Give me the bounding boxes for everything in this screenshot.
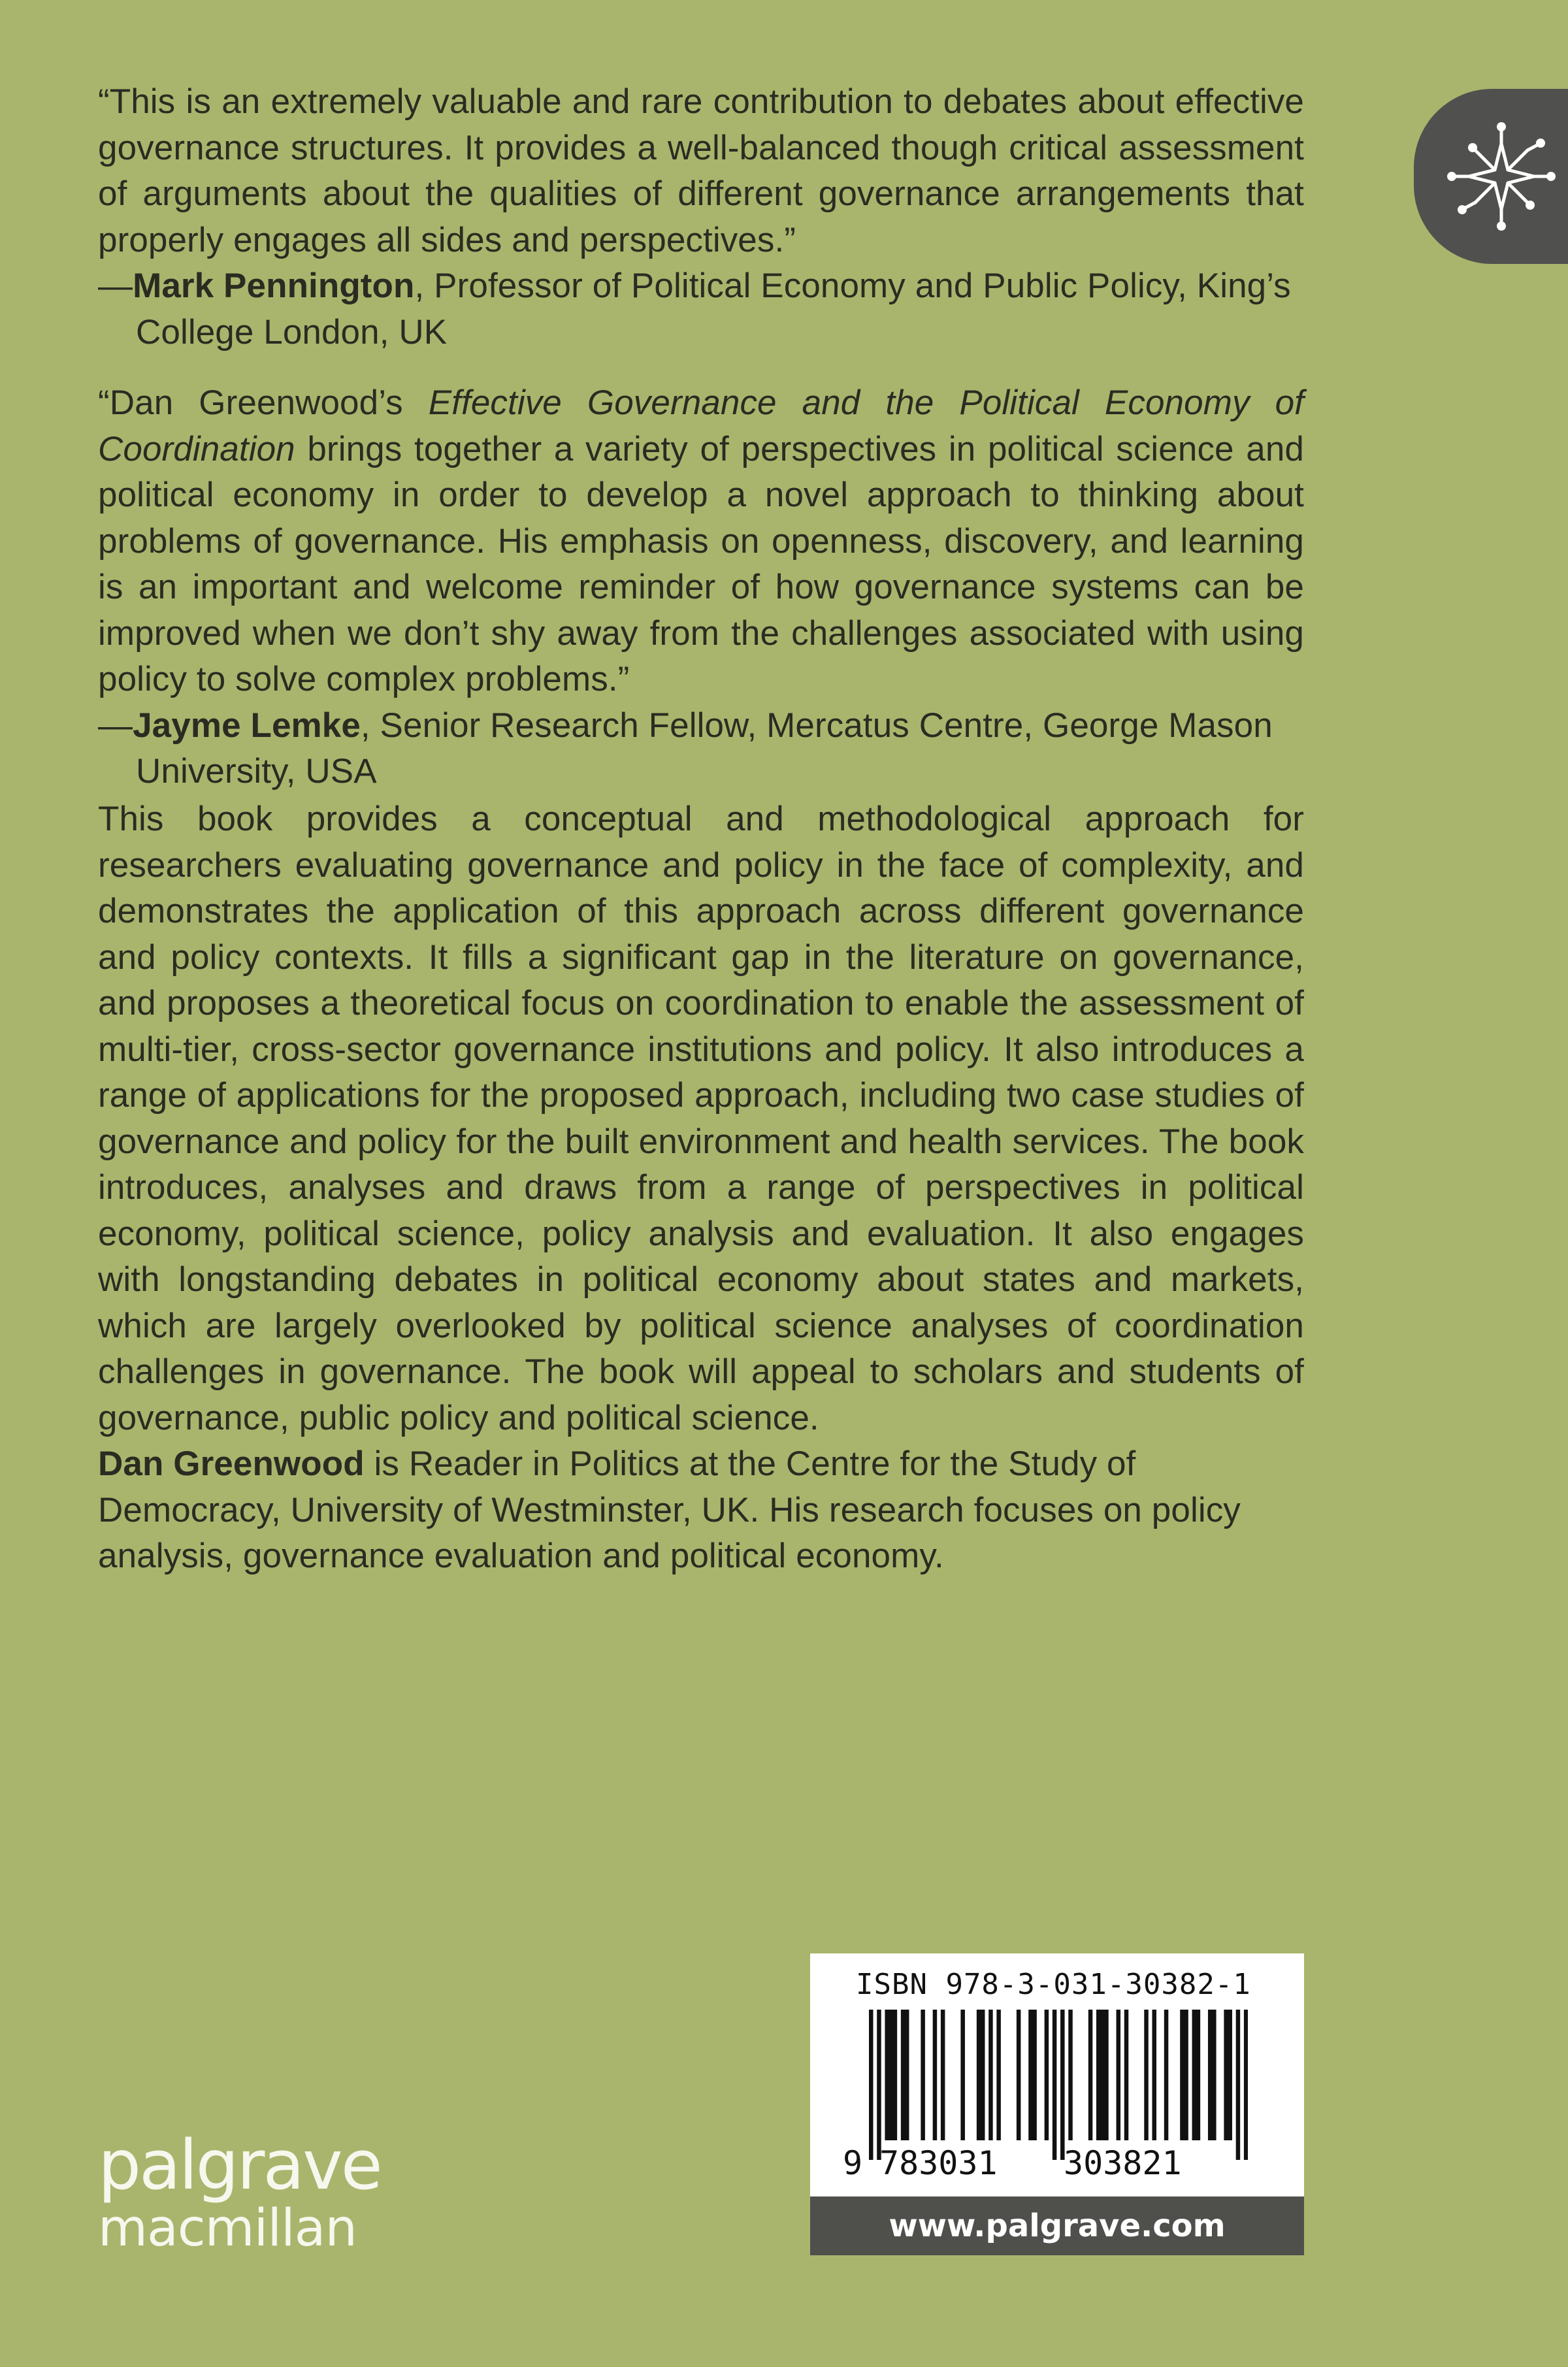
- quote-2-book-title: Effective Governance and the Political Economy of Coordination: [98, 384, 1304, 468]
- barcode-bar: [869, 2010, 874, 2160]
- quote-2-attribution: [98, 703, 1304, 795]
- publisher-logo-palgrave: palgrave: [98, 2125, 381, 2205]
- barcode-bar: [977, 2010, 981, 2140]
- quote-1-attribution: [98, 263, 1304, 355]
- barcode-bar: [1032, 2010, 1037, 2140]
- barcode-digit-first: 9: [843, 2144, 863, 2182]
- barcode-bar: [1192, 2010, 1197, 2140]
- publisher-logo: [98, 2125, 381, 2258]
- barcode-bar: [1068, 2010, 1073, 2140]
- barcode-bar: [921, 2010, 925, 2140]
- endorsement-quote-1: [98, 79, 1304, 355]
- barcode-bars: [869, 2010, 1248, 2160]
- barcode-bar: [981, 2010, 985, 2140]
- barcode-bar: [1208, 2010, 1213, 2140]
- author-bio: [98, 1441, 1304, 1580]
- book-description-text: This book provides a conceptual and methodological approach for researchers evaluating governance and policy in the face of complexity, and demonstrates the application of this approach across different governance and policy contexts. It fills a significant gap in the literature on governance, and proposes a theoretical focus on coordination to enable the assessment of multi-tier, cross-sector governance institutions and policy. It also introduces a range of applications for the proposed approach, including two case studies of governance and policy for the built environment and health services. The book introduces, analyses and draws from a range of perspectives in political economy, political science, policy analysis and evaluation. It also engages with longstanding debates in political economy about states and markets, which are largely overlooked by political science analyses of coordination challenges in governance. The book will appeal to scholars and students of governance, public policy and political science.: [98, 800, 1304, 1437]
- quote-2-affiliation: , Senior Research Fellow, Mercatus Centre, George Mason University, USA: [136, 706, 1273, 791]
- barcode-bar: [1117, 2010, 1121, 2140]
- author-bio-text: [98, 1441, 1304, 1580]
- barcode-bar: [1224, 2010, 1228, 2140]
- barcode-bar: [1060, 2010, 1065, 2160]
- quote-1-affiliation: , Professor of Political Economy and Public Policy, King’s College London, UK: [136, 267, 1291, 351]
- quote-2-author: Jayme Lemke: [133, 706, 361, 745]
- barcode-bar: [1096, 2010, 1101, 2140]
- attribution-dash: —: [98, 706, 133, 745]
- barcode-bar: [1045, 2010, 1049, 2140]
- quote-2-rest: brings together a variety of perspectives in political science and political economy in order to develop a novel approach to thinking about problems of governance. His emphasis on openness, discovery, and learning is an important and welcome reminder of how governance systems can be improved when we don’t shy away from the challenges associated with using policy to solve complex problems.”: [98, 429, 1304, 698]
- barcode-bar: [893, 2010, 898, 2140]
- barcode-bar: [1028, 2010, 1033, 2140]
- isbn-label: ISBN 978-3-031-30382-1: [856, 1968, 1251, 2001]
- quote-1-text: “This is an extremely valuable and rare contribution to debates about effective governance structures. It provides a well-balanced though critical assessment of arguments about the qualities of different governance arrangements that properly engages all sides and perspectives.”: [98, 82, 1304, 259]
- quote-2-open: “Dan Greenwood’s: [98, 384, 429, 422]
- barcode-bar: [1152, 2010, 1156, 2140]
- barcode-digits-right: 303821: [1064, 2144, 1182, 2182]
- barcode-bar: [933, 2010, 938, 2140]
- attribution-dash: —: [98, 267, 133, 305]
- barcode-bar: [1228, 2010, 1232, 2140]
- barcode-bar: [1124, 2010, 1129, 2140]
- barcode-bar: [1244, 2010, 1248, 2160]
- barcode-bar: [885, 2010, 889, 2140]
- barcode-bar: [1017, 2010, 1021, 2140]
- barcode-bar: [1180, 2010, 1184, 2140]
- author-name: Dan Greenwood: [98, 1445, 365, 1483]
- quote-2-text: [98, 380, 1304, 703]
- barcode-bar: [941, 2010, 945, 2140]
- barcode-bar: [901, 2010, 906, 2140]
- barcode-bar: [877, 2010, 881, 2160]
- palgrave-circuit-star-icon: [1443, 118, 1560, 235]
- publisher-logo-macmillan: macmillan: [98, 2199, 357, 2258]
- barcode-bar: [1212, 2010, 1217, 2140]
- endorsement-quote-2: [98, 380, 1304, 795]
- barcode-bar: [960, 2010, 965, 2140]
- quote-1-author: Mark Pennington: [133, 267, 415, 305]
- barcode-bar: [905, 2010, 909, 2140]
- barcode-bar: [1184, 2010, 1188, 2140]
- barcode-bar: [1088, 2010, 1093, 2140]
- isbn-barcode: [810, 1953, 1304, 2196]
- barcode-digits-left: 783031: [879, 2144, 998, 2182]
- publisher-website: www.palgrave.com: [810, 2196, 1304, 2255]
- barcode-bar: [988, 2010, 993, 2140]
- barcode-bar: [1144, 2010, 1149, 2140]
- author-bio-rest: is Reader in Politics at the Centre for the Study of Democracy, University of Westminster, UK. His research focuses on policy analysis, governance evaluation and political economy.: [98, 1445, 1241, 1575]
- barcode-bar: [1104, 2010, 1109, 2140]
- barcode-bar: [1053, 2010, 1057, 2160]
- barcode-bar: [996, 2010, 1001, 2140]
- barcode-bar: [889, 2010, 894, 2140]
- barcode-bar: [1196, 2010, 1201, 2140]
- barcode-bar: [1164, 2010, 1169, 2140]
- barcode-bar: [1236, 2010, 1241, 2160]
- book-description: [98, 796, 1304, 1441]
- barcode-bar: [1100, 2010, 1105, 2140]
- publisher-emblem: [1414, 89, 1568, 264]
